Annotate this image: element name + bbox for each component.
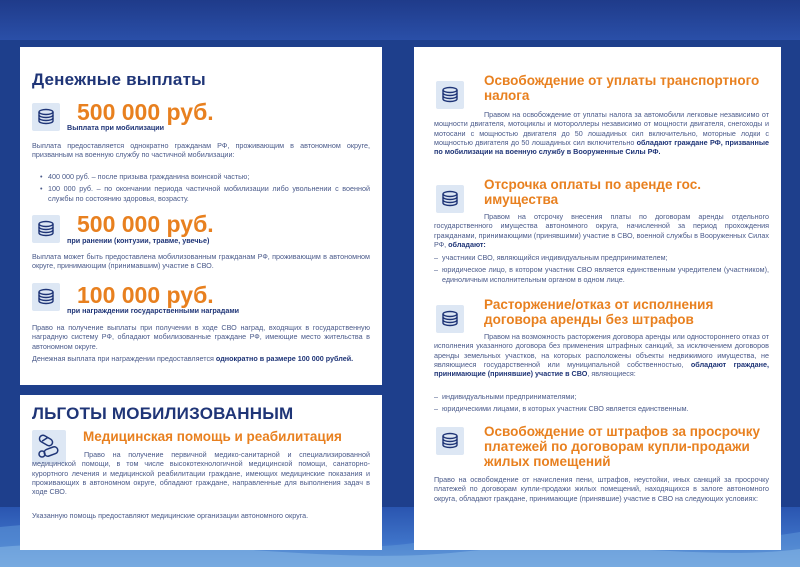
note-bold: однократно в размере 100 000 рублей. — [215, 354, 354, 363]
coins-icon — [436, 427, 464, 455]
cash-payments-card — [20, 47, 382, 385]
lease-termination-list — [434, 392, 769, 414]
medical-title: Медицинская помощь и реабилитация — [83, 429, 342, 444]
section-title: Денежные выплаты — [32, 70, 206, 89]
amount-award: 100 000 руб. — [77, 282, 214, 308]
lease-termination-bold: обладают граждане, принимающие (принявшие) участие в СВО — [434, 359, 769, 379]
rent-deferral-text — [434, 212, 769, 249]
lease-termination-title: Расторжение/отказ от исполнения договора аренды без штрафов — [484, 297, 714, 327]
list-item: • 400 000 руб. – после призыва гражданина воинской частью; — [40, 172, 370, 181]
coins-icon — [32, 103, 60, 131]
rent-deferral-list — [434, 253, 769, 284]
transport-tax-title: Освобождение от уплаты транспортного налога — [484, 73, 760, 103]
list-mobilization — [40, 172, 370, 203]
rent-deferral-body: Правом на отсрочку внесения платы по договорам аренды отдельного государственного имущества автономного округа, начисленной за период прохождения гражданами, принимающими (принявшими) участие в СВО, военной службы в Вооруженных Силах РФ, — [434, 212, 769, 249]
coins-icon — [436, 185, 464, 213]
rent-deferral-bold: обладают: — [448, 239, 486, 249]
text-mobilization: Выплата предоставляется однократно гражданам РФ, проживающим в автономном округе, призванным на военную службу по частичной мобилизации: — [32, 141, 370, 160]
subtitle-injury: при ранении (контузии, травме, увечье) — [67, 236, 210, 245]
top-background-band — [0, 0, 800, 40]
medical-note: Указанную помощь предоставляют медицинские организации автономного округа. — [32, 511, 309, 520]
list-item: • 100 000 руб. – по окончании периода частичной мобилизации либо увольнении с военной службы по состоянию здоровья, возрасту. — [40, 184, 370, 203]
subtitle-award: при награждении государственными наградами — [67, 306, 240, 315]
right-benefits-card — [414, 47, 781, 550]
coins-icon — [436, 305, 464, 333]
amount-mobilization: 500 000 руб. — [77, 99, 214, 125]
page-number-left: 4 — [28, 540, 34, 551]
list-item: – юридическое лицо, в котором участник СВО является единственным учредителем (участником), единоличным исполнительным органом в одном лице. — [434, 265, 769, 284]
text-award: Право на получение выплаты при получении в ходе СВО наград, входящих в государственную наградную систему РФ, обладают мобилизованные граждане РФ, имеющие место жительства в автономном округе. — [32, 323, 370, 351]
transport-tax-bold: обладают граждане РФ, призванные по мобилизации на военную службу в Вооруженные Силы РФ. — [434, 137, 769, 157]
transport-tax-text — [434, 110, 769, 156]
penalty-exemption-text: Право на освобождение от начисления пени, штрафов, неустойки, иных санкций за просрочку платежей по договорам купли-продажи жилых помещений, находящихся в залоге автономного округа, обладают граждане, принимающие (принявшие) участие в СВО на следующих условиях: — [434, 475, 769, 503]
list-item: – участники СВО, являющийся индивидуальным предпринимателем; — [434, 253, 769, 262]
coins-icon — [32, 215, 60, 243]
amount-injury: 500 000 руб. — [77, 211, 214, 237]
lease-termination-tail: , являющиеся: — [587, 369, 636, 379]
note-prefix: Денежная выплата при награждении предоставляется — [32, 354, 216, 363]
benefits-title: ЛЬГОТЫ МОБИЛИЗОВАННЫМ — [32, 404, 294, 423]
subtitle-mobilization: Выплата при мобилизации — [67, 123, 165, 132]
rent-deferral-title: Отсрочка оплаты по аренде гос. имущества — [484, 177, 701, 207]
list-item: – юридическими лицами, в которых участник СВО является единственным. — [434, 404, 769, 413]
transport-tax-body: Правом на освобождение от уплаты налога за автомобили легковые независимо от мощности двигателя, мотоциклы и мотороллеры независимо от мощности двигателя, снегоходы и мотосани с мощностью двигателя до 50 лошадиных сил включительно, моторные лодки с мощностью двигателя до 50 лошадиных сил включительно — [434, 110, 769, 147]
page-number-right: 5 — [764, 540, 770, 551]
lease-termination-body: Правом на возможность расторжения договора аренды или одностороннего отказ от исполнения указанного договора без применения штрафных санкций, за исключением договоров аренды земельных участков, на которых расположены объекты недвижимого имущества, не являющиеся государственной или муниципальной собственностью, — [434, 332, 769, 369]
text-injury: Выплата может быть предоставлена мобилизованным гражданам РФ, проживающим в автономном округе, принимающим (принимавшим) участие в СВО. — [32, 252, 370, 271]
lease-termination-text — [434, 332, 769, 378]
list-item: – индивидуальными предпринимателями; — [434, 392, 769, 401]
note-award — [32, 354, 370, 363]
medical-text: Право на получение первичной медико-санитарной и специализированной медицинской помощи, в том числе высокотехнологичной медицинской помощи, санаторно-курортного лечения и медицинской реабилитации граждане, имеющих медицинские показания и проживающих в автономном округе, обладают граждане, направленные для выполнения задач в ходе СВО. — [32, 450, 370, 497]
coins-icon — [436, 81, 464, 109]
benefits-card — [20, 395, 382, 550]
coins-icon — [32, 283, 60, 311]
penalty-exemption-title: Освобождение от штрафов за просрочку платежей по договорам купли-продажи жилых помещений — [484, 424, 760, 469]
